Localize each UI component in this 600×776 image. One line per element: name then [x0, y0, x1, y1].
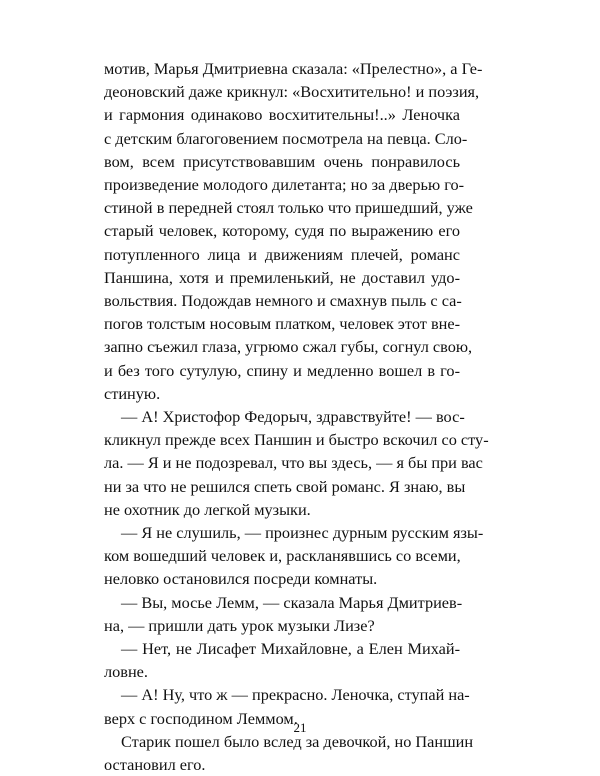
text-line: ла. — Я и не подозревал, что вы здесь, — я бы при вас: [104, 453, 483, 473]
text-line: старый человек, которому, судя по выражению его: [104, 221, 460, 241]
paragraph: [104, 591, 463, 637]
text-line: неловко остановился посреди комнаты.: [104, 569, 378, 589]
text-line: и без того сутулую, спину и медленно вошел в го-: [104, 360, 460, 380]
text-line: — Нет, не Лисафет Михайловне, а Елен Михай-: [121, 639, 460, 659]
text-line: Старик пошел было вслед за девочкой, но Паншин: [121, 731, 474, 751]
text-line: стиную.: [104, 383, 161, 403]
paragraph: [104, 730, 474, 776]
text-line: погов толстым носовым платком, человек этот вне-: [104, 314, 460, 334]
text-line: — Вы, мосье Лемм, — сказала Марья Дмитриев-: [121, 592, 463, 612]
paragraph: [104, 405, 489, 521]
text-line: ловне.: [104, 662, 148, 682]
text-line: деоновский даже крикнул: «Восхитительно! и поэзия,: [104, 82, 480, 102]
text-line: мотив, Марья Дмитриевна сказала: «Прелестно», а Ге-: [104, 59, 483, 78]
text-line: произведение молодого дилетанта; но за дверью го-: [104, 175, 465, 195]
page-number: 21: [293, 720, 307, 735]
text-line: Паншина, хотя и премиленький, не доставил удо-: [104, 267, 460, 287]
text-line: верх с господином Леммом.: [104, 708, 298, 728]
text-line: стиной в передней стоял только что пришедший, уже: [104, 198, 473, 218]
text-line: ни за что не решился спеть свой романс. Я знаю, вы: [104, 476, 466, 496]
text-line: остановил его.: [104, 755, 206, 775]
text-line: вольствия. Подождав немного и смахнув пыль с са-: [104, 291, 462, 311]
text-line: запно съежил глаза, угрюмо сжал губы, согнул свою,: [104, 337, 473, 357]
text-line: с детским благоговением посмотрела на певца. Сло-: [104, 128, 468, 148]
text-line: — А! Ну, что ж — прекрасно. Леночка, ступай на-: [121, 685, 470, 705]
text-line: и гармония одинаково восхитительны!..» Леночка: [104, 105, 460, 125]
text-line: вом, всем присутствовавшим очень понравилось: [104, 151, 460, 171]
text-line: не охотник до легкой музыки.: [104, 499, 311, 519]
text-line: ком вошедший человек и, раскланявшись со всеми,: [104, 546, 461, 566]
paragraph: [104, 57, 483, 405]
text-line: — Я не слушиль, — произнес дурным русским язы-: [121, 523, 484, 543]
body-text: [104, 57, 489, 776]
text-line: кликнул прежде всех Паншин и быстро вскочил со сту-: [104, 430, 489, 450]
text-line: на, — пришли дать урок музыки Лизе?: [104, 615, 375, 635]
text-line: потупленного лица и движениям плечей, романс: [104, 244, 460, 264]
paragraph: [104, 521, 484, 591]
paragraph: [104, 637, 460, 683]
text-line: — А! Христофор Федорыч, здравствуйте! — вос-: [121, 407, 465, 427]
